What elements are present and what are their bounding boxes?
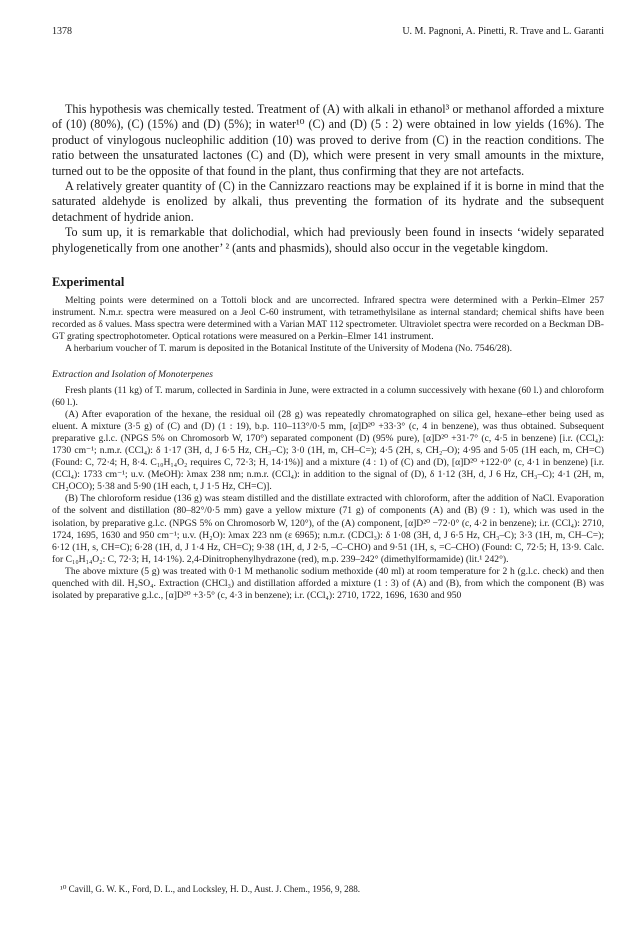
- section-paragraph: (A) After evaporation of the hexane, the residual oil (28 g) was repeatedly chromatographed on silica gel, hexane–ether being used as eluent. A mixture (3·5 g) of (C) and (D) (1 : 19), b.p. 110–113°/0·5 mm, [α]D²⁰ +33·3° (c, 4 in benzene), was thus obtained. Subsequent preparative g.l.c. (NPGS 5% on Chromosorb W, 170°) separated component (D) (95% pure), [α]D²⁰ +31·7° (c, 4·5 in benzene) [i.r. (CCl₄): 1730 cm⁻¹; n.m.r. (CCl₄): δ 1·17 (3H, d, J 6·5 Hz, CH₃–C); 3·0 (1H, m, CH–C=); 4·5 (2H, s, CH₂–O); 4·95 and 5·05 (1H each, m, CH=C) (Found: C, 72·4; H, 8·4. C₁₀H₁₄O₂ requires C, 72·3; H, 14·1%)] and a mixture (4 : 1) of (C) and (D), [α]D²⁰ +122·0° (c, 4·1 in benzene) [i.r. (CCl₄): 1733 cm⁻¹; u.v. (MeOH): λmax 238 nm; n.m.r. (CCl₄): in addition to the signal of (D), δ 1·12 (3H, d, J 6 Hz, CH₃–C); 4·1 (2H, m, CH₂OCO); 5·38 and 5·90 (1H each, t, J 1·5 Hz, CH=C)].: [52, 408, 604, 493]
- page-number: 1378: [52, 26, 72, 37]
- section-paragraph: Fresh plants (11 kg) of T. marum, collected in Sardinia in June, were extracted in a column successively with hexane (60 l.) and chloroform (60 l.).: [52, 384, 604, 408]
- body-paragraph: To sum up, it is remarkable that dolichodial, which had previously been found in insects ‘widely separated phylogenetically from one another’ ² (ants and phasmids), should also occur in the vegetable kingdom.: [52, 225, 604, 255]
- author-line: U. M. Pagnoni, A. Pinetti, R. Trave and L. Garanti: [402, 26, 604, 37]
- body-paragraph: This hypothesis was chemically tested. Treatment of (A) with alkali in ethanol³ or methanol afforded a mixture of (10) (80%), (C) (15%) and (D) (5%); in water¹⁰ (C) and (D) (5 : 2) were obtained in low yields (16%). The product of vinylogous nucleophilic addition (10) was proved to derive from (C) in the reaction conditions. The ratio between the unsaturated lactones (C) and (D), which were present in very small amounts in the mixture, turned out to be the opposite of that found in the plant, thus confirming that they are not artefacts.: [52, 102, 604, 178]
- section-heading: Experimental: [52, 275, 125, 290]
- journal-page: [52, 26, 604, 894]
- running-header: [52, 26, 604, 37]
- section-paragraph: The above mixture (5 g) was treated with 0·1 M methanolic sodium methoxide (40 ml) at room temperature for 2 h (g.l.c. check) and then quenched with dil. H₂SO₄. Extraction (CHCl₃) and distillation afforded a mixture (1 : 3) of (A) and (B), from which the component (B) was isolated by preparative g.l.c., [α]D²⁰ +3·5° (c, 4·3 in benzene); i.r. (CCl₄): 2710, 1722, 1696, 1630 and 950: [52, 565, 604, 602]
- footnote: ¹⁰ Cavill, G. W. K., Ford, D. L., and Locksley, H. D., Aust. J. Chem., 1956, 9, 288.: [60, 884, 361, 894]
- section-paragraph: Melting points were determined on a Tottoli block and are uncorrected. Infrared spectra were determined with a Perkin–Elmer 257 instrument. N.m.r. spectra were measured on a Jeol C-60 instrument, with tetramethylsilane as internal standard; chemical shifts have been recorded as δ values. Mass spectra were determined with a Varian MAT 112 spectrometer. Ultraviolet spectra were recorded on a Beckman DB-GT grating spectrophotometer. Optical rotations were measured on a Perkin–Elmer 141 instrument.: [52, 295, 604, 343]
- subsection-heading: Extraction and Isolation of Monoterpenes: [52, 368, 213, 380]
- section-paragraph: (B) The chloroform residue (136 g) was steam distilled and the distillate extracted with chloroform, after the addition of NaCl. Evaporation of the solvent and distillation (80–82°/0·5 mm) gave a yellow mixture (71 g) of components (A) and (B) (9 : 1), which was used in the isolation, by preparative g.l.c. (NPGS 5% on Chromosorb W, 120°), of the (A) component, [α]D²⁰ −72·0° (c, 4·2 in benzene); i.r. (CCl₄): 2710, 1724, 1695, 1630 and 950 cm⁻¹; u.v. (H₂O): λmax 223 nm (ε 6965); n.m.r. (CDCl₃): δ 1·08 (3H, d, J 6·5 Hz, CH₃–C); 3·3 (1H, m, CH–C=); 6·12 (1H, s, CH=C); 6·28 (1H, d, J 1·4 Hz, CH=C); 9·38 (1H, d, J 2·5, –C–CHO) and 9·51 (1H, s, =C–CHO) (Found: C, 72·5; H, 13·9. Calc. for C₁₀H₁₄O₂: C, 72·3; H, 14·1%). 2,4-Dinitrophenylhydrazone (red), m.p. 239–242° (dimethylformamide) (lit.¹ 242°).: [52, 493, 604, 565]
- body-paragraph: A relatively greater quantity of (C) in the Cannizzaro reactions may be explained if it is borne in mind that the saturated aldehyde is enolized by alkali, thus preventing the formation of its hydrate and the subsequent detachment of hydride anion.: [52, 179, 604, 224]
- section-paragraph: A herbarium voucher of T. marum is deposited in the Botanical Institute of the University of Modena (No. 7546/28).: [65, 343, 512, 355]
